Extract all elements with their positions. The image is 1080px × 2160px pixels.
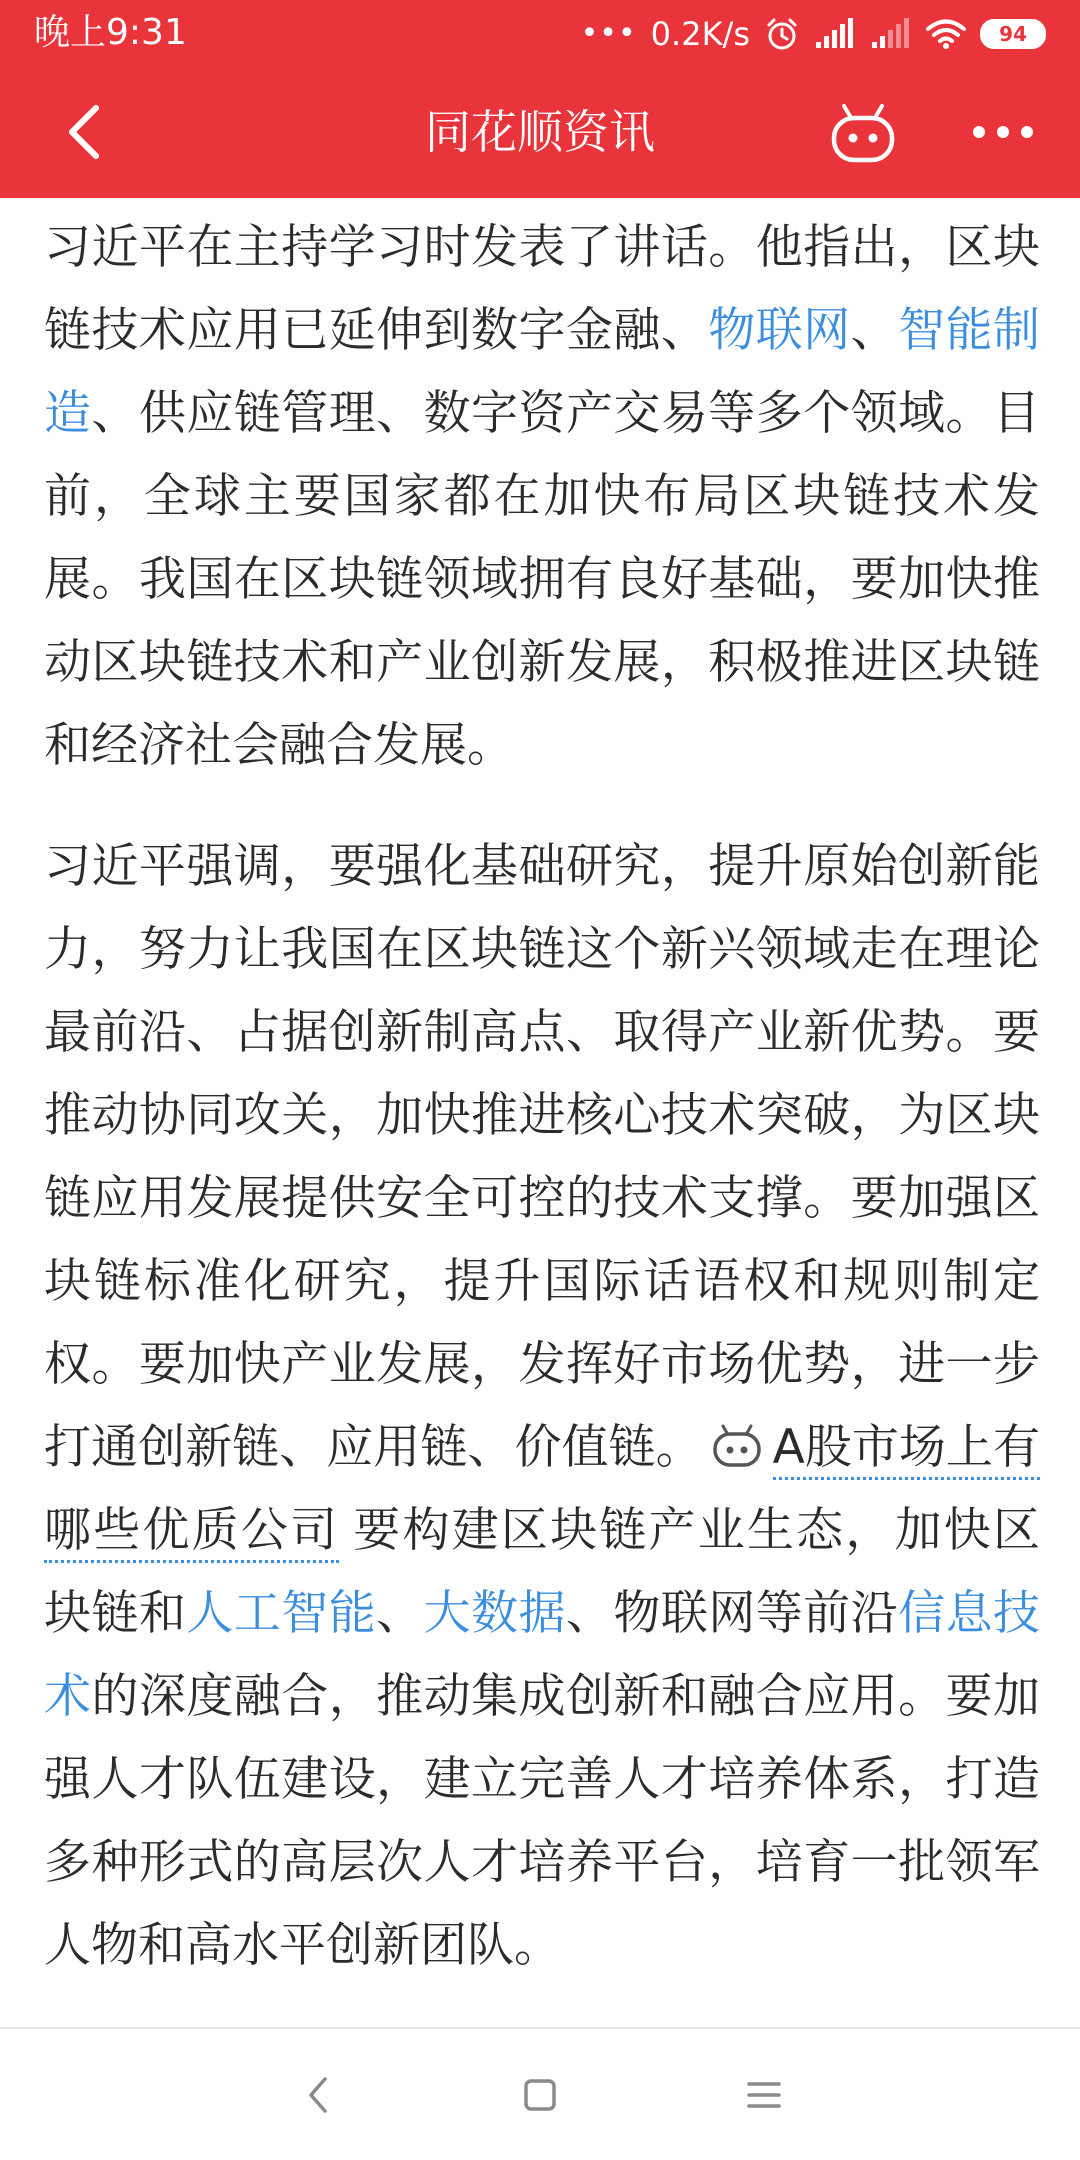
wifi-icon: [926, 18, 966, 50]
article-body: [44, 206, 1040, 1987]
text-segment: 的深度融合，推动集成创新和融合应用。要加强人才队伍建设，建立完善人才培养体系，打造多种形式的高层次人才培养平台，培育一批领军人物和高水平创新团队。: [44, 1669, 1041, 1973]
text-segment: 习近平强调，要强化基础研究，提升原始创新能力，努力让我国在区块链这个新兴领域走在理论最前沿、占据创新制高点、取得产业新优势。要推动协同攻关，加快推进核心技术突破，为区块链应用发展提供安全可控的技术支撑。要加强区块链标准化研究，提升国际话语权和规则制定权。要加快产业发展，发挥好市场优势，进一步打通创新链、应用链、价值链。: [44, 839, 1040, 1475]
article-paragraph-2: [44, 825, 1040, 1987]
more-button[interactable]: [960, 102, 1046, 162]
signal-weak-icon: [870, 18, 912, 50]
page-title: 同花顺资讯: [425, 105, 655, 159]
text-segment: 、供应链管理、数字资产交易等多个领域。目前，全球主要国家都在加快布局区块链技术发展。我国在区块链领域拥有良好基础，要加快推动区块链技术和产业创新发展，积极推进区块链和经济社会融合发展。: [44, 386, 1041, 773]
network-speed: 0.2K/s: [650, 15, 750, 53]
article-paragraph-1: [44, 206, 1040, 787]
status-icons: [581, 12, 1046, 56]
link-smart-manufacturing[interactable]: 智能制造: [44, 303, 1041, 441]
nav-home-icon: [522, 2077, 558, 2113]
link-artificial-intelligence[interactable]: 人工智能: [186, 1586, 377, 1641]
status-time: 晚上9:31: [34, 12, 187, 53]
nav-back-button[interactable]: [288, 2065, 348, 2125]
more-dots-icon: [971, 124, 1035, 140]
alarm-icon: [764, 16, 800, 52]
robot-assistant-button[interactable]: [824, 102, 902, 168]
battery-icon: 94: [980, 19, 1046, 49]
system-nav-bar: [0, 2029, 1080, 2160]
status-dots: •••: [580, 16, 637, 51]
header: [0, 0, 1080, 198]
robot-icon[interactable]: [709, 1423, 765, 1469]
nav-back-icon: [303, 2075, 333, 2115]
chevron-left-icon: [64, 102, 104, 162]
nav-menu-icon: [746, 2079, 782, 2111]
status-bar: [0, 0, 1080, 66]
text-segment: 、: [850, 303, 899, 358]
nav-home-button[interactable]: [510, 2065, 570, 2125]
text-segment: 要构建区块链产业生态，加快区块链和: [44, 1503, 1041, 1641]
link-big-data[interactable]: 大数据: [423, 1586, 566, 1641]
title-bar: [0, 66, 1080, 198]
text-segment: 、物联网等前沿: [565, 1586, 899, 1641]
link-iot[interactable]: 物联网: [708, 303, 851, 358]
back-button[interactable]: [48, 96, 120, 168]
text-segment: 习近平在主持学习时发表了讲话。他指出，区块链技术应用已延伸到数字金融、: [44, 220, 1040, 358]
ai-query-link[interactable]: A股市场上有哪些优质公司: [44, 1420, 1040, 1563]
nav-menu-button[interactable]: [734, 2065, 794, 2125]
signal-icon: [814, 18, 856, 50]
link-information-technology[interactable]: 信息技术: [44, 1586, 1041, 1724]
text-segment: 、: [376, 1586, 424, 1641]
robot-icon: [824, 102, 902, 168]
